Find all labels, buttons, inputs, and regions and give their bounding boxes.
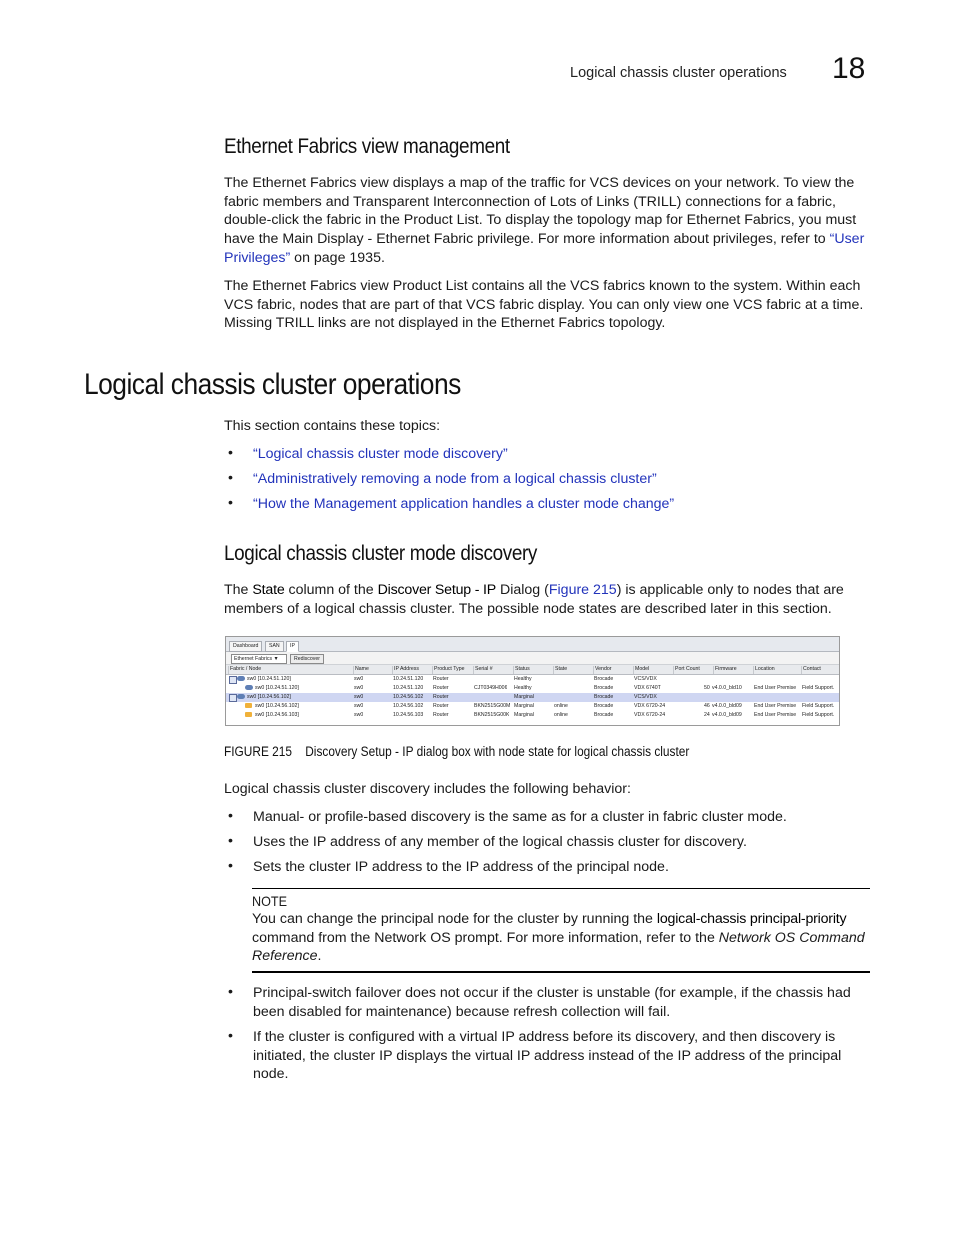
- note-text: You can change the principal node for the cluster by running the logical-chassis principal-priority command from the Network OS prompt. For more information, refer to the Network OS Command Reference.: [252, 911, 865, 965]
- bullet-icon: •: [228, 858, 233, 874]
- bullet-icon: •: [228, 984, 233, 1000]
- note-title: NOTE: [252, 893, 288, 909]
- expand-icon[interactable]: [229, 676, 237, 684]
- section-heading-cluster-discovery: Logical chassis cluster mode discovery: [224, 542, 538, 565]
- tab-bar: [226, 637, 839, 652]
- topic-link[interactable]: “Logical chassis cluster mode discovery”: [253, 446, 508, 462]
- expand-icon[interactable]: [229, 694, 237, 702]
- fabric-icon: [237, 694, 245, 699]
- switch-icon: [245, 685, 253, 690]
- bullet-icon: •: [228, 808, 233, 824]
- table-row[interactable]: sw0 [10.24.51.120] sw0 10.24.51.120 Router CJT0349H006 Healthy Brocade VDX 6740T 50 v4.0.0_bld10 End User Premise Field Support.: [226, 684, 839, 693]
- table-row[interactable]: sw0 [10.24.51.120] sw0 10.24.51.120 Router Healthy Brocade VCS/VDX: [226, 675, 839, 684]
- node-icon: [245, 703, 252, 708]
- node-icon: [245, 712, 252, 717]
- rediscover-button[interactable]: Rediscover: [290, 654, 324, 664]
- user-privileges-link[interactable]: “User Privileges”: [224, 231, 865, 266]
- tab-ip[interactable]: IP: [286, 641, 299, 652]
- bullet-icon: •: [228, 1028, 233, 1044]
- tab-san[interactable]: SAN: [265, 641, 284, 652]
- paragraph: This section contains these topics:: [224, 418, 441, 434]
- tab-dashboard[interactable]: Dashboard: [229, 641, 262, 652]
- paragraph: The Ethernet Fabrics view displays a map of the traffic for VCS devices on your network. To view the fabric members and Transparent Interconnection of Lots of Links (TRILL) connections for a fabric, double-click the fabric in the Product List. To display the topology map for Ethernet Fabrics, you must have the Main Display - Ethernet Fabric privilege. For more information about privileges, refer to “User Privileges” on page 1935.: [224, 175, 865, 266]
- discover-setup-screenshot: [225, 636, 840, 726]
- paragraph: The State column of the Discover Setup - IP Dialog (Figure 215) is applicable only to nodes that are members of a logical chassis cluster. The possible node states are described later in this section.: [224, 582, 844, 617]
- figure-caption: FIGURE 215 Discovery Setup - IP dialog box with node state for logical chassis cluster: [224, 744, 690, 759]
- chevron-down-icon: ▼: [273, 656, 279, 662]
- table-header: Fabric / Node Name IP Address Product Type Serial # Status State Vendor Model Port Count Firmware Location Contact: [226, 665, 839, 675]
- page-title: Logical chassis cluster operations: [84, 368, 461, 401]
- table-row[interactable]: sw0 [10.24.56.103] sw0 10.24.56.103 Router BKN2515G00K Marginal online Brocade VDX 6720-24 24 v4.0.0_bld09 End User Premise Field Support.: [226, 711, 839, 720]
- fabric-select[interactable]: Ethernet Fabrics ▼: [231, 654, 287, 664]
- bullet-icon: •: [228, 470, 233, 486]
- paragraph: Logical chassis cluster discovery includes the following behavior:: [224, 781, 631, 797]
- paragraph: The Ethernet Fabrics view Product List contains all the VCS fabrics known to the system. Within each VCS fabric, nodes that are part of that VCS fabric display. You can only view one VCS fabric at a time. Missing TRILL links are not displayed in the Ethernet Fabrics topology.: [224, 278, 864, 332]
- table-row[interactable]: sw0 [10.24.56.102] sw0 10.24.56.102 Router Marginal Brocade VCS/VDX: [226, 693, 839, 702]
- bullet-icon: •: [228, 495, 233, 511]
- table-row[interactable]: sw0 [10.24.56.102] sw0 10.24.56.102 Router BKN2515G00M Marginal online Brocade VDX 6720-24 46 v4.0.0_bld09 End User Premise Field Support.: [226, 702, 839, 711]
- topic-link[interactable]: “How the Management application handles a cluster mode change”: [253, 496, 675, 512]
- section-heading-ethernet-fabrics: Ethernet Fabrics view management: [224, 135, 510, 158]
- topic-link[interactable]: “Administratively removing a node from a logical chassis cluster”: [253, 471, 657, 487]
- toolbar: [226, 652, 839, 665]
- note-box: [252, 888, 870, 973]
- chapter-number: 18: [832, 52, 866, 85]
- bullet-icon: •: [228, 445, 233, 461]
- chapter-title: Logical chassis cluster operations: [570, 65, 787, 81]
- figure-215-link[interactable]: Figure 215: [548, 582, 617, 598]
- fabric-icon: [237, 676, 245, 681]
- bullet-icon: •: [228, 833, 233, 849]
